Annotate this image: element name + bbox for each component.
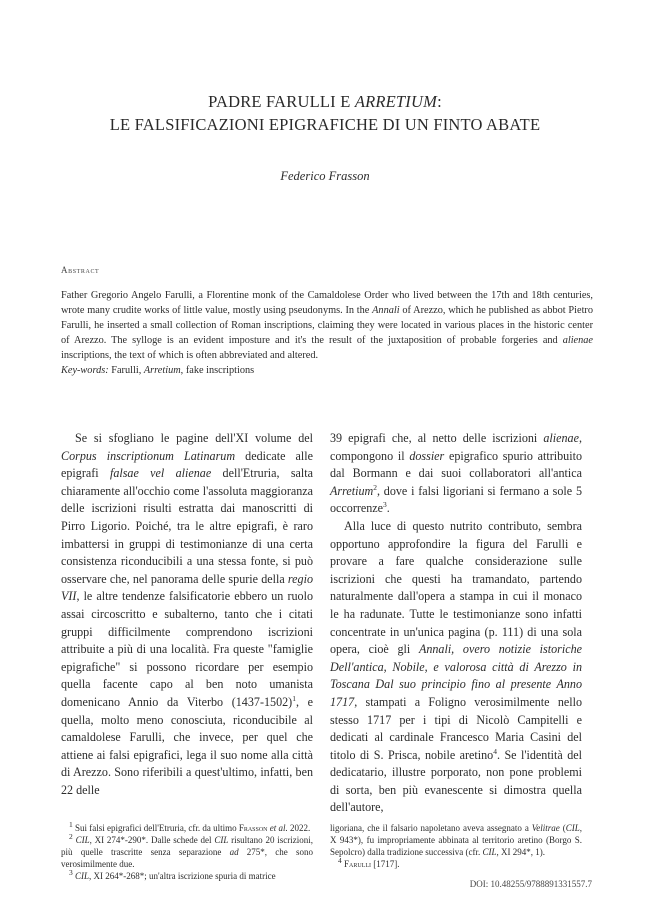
keywords-line: Key-words: Farulli, Arretium, fake inscriptions — [61, 365, 255, 376]
footnotes-left — [61, 822, 313, 882]
footnote-ref[interactable]: 2 — [373, 482, 377, 492]
body-column-left — [61, 430, 313, 799]
body-paragraph: Alla luce di questo nutrito contributo, sembra opportuno approfondire la figura del Farulli e provare a fare qualche considerazione sulle iscrizioni che questi ha tramandato, partendo naturalmente dall'opera a stampa in cui il monaco le ha radunate. Tutte le testimonianze sono infatti concentrate in un'unica pagina (p. 111) di una sola opera, cioè gli Annali, overo notizie istoriche Dell'antica, Nobile, e valorosa città di Arezzo in Toscana Dal suo principio fino al presente Anno 1717, stampati a Foligno verosimilmente nello stesso 1717 per i tipi di Nicolò Campitelli e dedicati al cardinale Francesco Maria Casini del titolo di S. Prisca, nobile aretino$^4$. Se l'identità del dedicatario, illustre porporato, non pone problemi di sorta, ben più evanescente si dimostra quella dell'autore, — [330, 518, 582, 815]
body-column-right — [330, 430, 582, 817]
body-paragraph: Se si sfogliano le pagine dell'XI volume del Corpus inscriptionum Latinarum dedicate alle epigrafi falsae vel alienae dell'Etruria, salta chiaramente all'occhio come l'assoluta maggioranza delle iscrizioni risulti estratta dai manoscritti di Pirro Ligorio. Poiché, tra le altre epigrafi, è raro imbattersi in gruppi di testimonianze di una certa consistenza riconducibili a una stessa fonte, si può osservare che, nel panorama delle spurie della regio VII, le altre tendenze falsificatorie ebbero un ruolo assai circoscritto e subalterno, tanto che i citati gruppi difficilmente comprendono iscrizioni attribuite a più di una località. Fra queste "famiglie epigrafiche" si possono ricordare per esempio quella facente capo al ben noto umanista domenicano Annio da Viterbo (1437-1502)$^1$, e quella, molto meno conosciuta, riconducibile al camaldolese Farulli, che invece, per quel che attiene ai falsi epigrafici, lega il suo nome alla città di Arezzo. Sono riferibili a quest'ultimo, infatti, ben 22 delle — [61, 431, 313, 797]
footnote-ref[interactable]: 3 — [383, 500, 387, 510]
article-title-line-2: LE FALSIFICAZIONI EPIGRAFICHE DI UN FINTO ABATE — [109, 115, 541, 134]
footnote: $^4$ Farulli [1717]. — [338, 856, 400, 869]
footnote-continuation: ligoriana, che il falsario napoletano aveva assegnato a Velitrae (CIL, X 943*), fu impropriamente abbinata al territorio aretino (Borgo S. Sepolcro) dalla tradizione successiva (cfr. CIL, XI 294*, 1). — [330, 823, 582, 857]
abstract-text: Father Gregorio Angelo Farulli, a Florentine monk of the Camaldolese Order who lived between the 17th and 18th centuries, wrote many crudite works of little value, mostly using pseudonyms. In the Annali of Arezzo, which he published as abbot Pietro Farulli, he inserted a small collection of Roman inscriptions, claiming they were located in various places in the historic center of Arezzo. The sylloge is an evident imposture and it's the result of the juxtaposition of probable forgeries and alienae inscriptions, the text of which is often abbreviated and altered. Key-words: Farulli, Arretium, fake inscriptions — [61, 290, 594, 376]
doi-footer: DOI: 10.48255/9788891331557.7 — [469, 879, 592, 889]
footnote-ref[interactable]: 4 — [493, 746, 497, 756]
body-paragraph: 39 epigrafi che, al netto delle iscrizioni alienae, compongono il dossier epigrafico spurio attribuito dal Bormann e dai suoi collaboratori all'antica Arretium$^2$, dove i falsi ligoriani si fermano a sole 5 occorrenze$^3$. — [330, 431, 582, 516]
footnotes-right — [330, 822, 582, 870]
footnote: $^1$ Sui falsi epigrafici dell'Etruria, cfr. da ultimo Frasson et al. 2022. — [69, 820, 311, 833]
footnote: $^2$ CIL, XI 274*-290*. Dalle schede del CIL risultano 20 iscrizioni, più quelle trascritte senza separazione ad 275*, che sono verosimilmente due. — [61, 832, 313, 869]
article-title-line-1: PADRE FARULLI E ARRETIUM: — [208, 92, 442, 111]
footnote-ref[interactable]: 1 — [292, 693, 296, 703]
abstract-heading: Abstract — [61, 265, 100, 275]
footnote: $^3$ CIL, XI 264*-268*; un'altra iscrizione spuria di matrice — [69, 868, 276, 881]
author-name: Federico Frasson — [280, 169, 370, 183]
